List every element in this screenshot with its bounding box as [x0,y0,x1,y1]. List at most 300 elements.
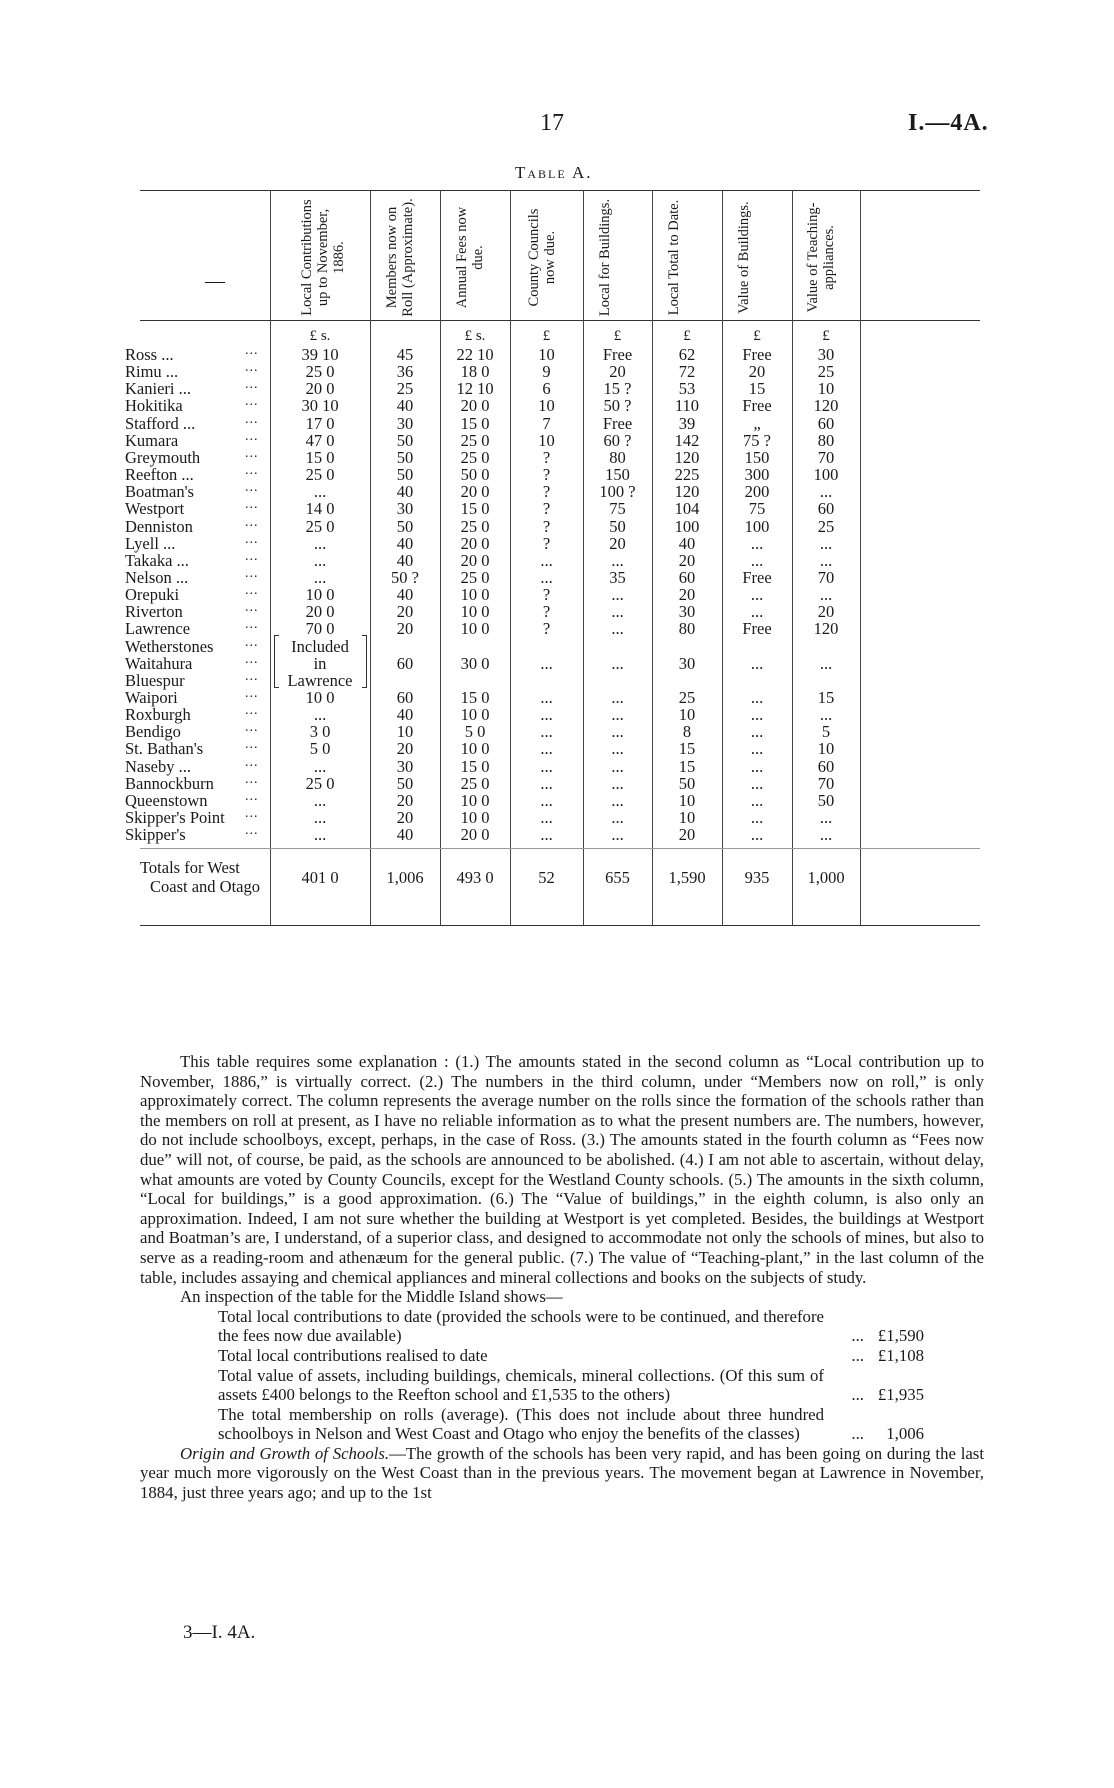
table-cell: 53 [678,379,696,399]
table-cell: ... [611,739,624,759]
table-cell: 150 [605,465,630,485]
table-row-label: Skipper's [125,825,186,845]
totals-cell: 655 [605,868,630,887]
table-cell: 39 10 [301,345,339,364]
table-row-label: Bendigo [125,722,181,742]
table-row-label: Queenstown [125,790,208,810]
leader-dots: ... [245,480,259,496]
table-cell: 25 0 [305,465,335,485]
table-cell: ... [313,705,327,725]
table-cell: 14 0 [305,499,335,519]
unit-label: £ [683,328,691,344]
table-cell: 7 [542,413,551,433]
table-cell: 20 [609,362,626,382]
table-cell: 50 [396,516,414,536]
table-cell: ? [542,499,551,519]
summary-item-amount: £1,935 [877,1385,924,1405]
table-cell: 18 0 [460,362,490,382]
table-cell: 62 [678,345,696,364]
summary-item [140,1346,984,1366]
table-cell: 40 [678,533,696,553]
table-bottom-rule [140,925,980,926]
table-cell: 60 [817,756,835,776]
table-cell: ... [750,533,764,553]
table-cell: 20 [396,602,414,622]
table-cell: ? [542,533,551,553]
table-cell: 30 [396,413,414,433]
summary-item [140,1307,984,1346]
summary-item-text: Total local contributions realised to date [218,1345,488,1365]
table-cell: 10 [538,430,555,450]
table-cell: ... [819,585,833,605]
table-cell: ... [819,653,833,673]
table-cell: ... [750,602,764,622]
unit-label: £ [753,328,761,344]
table-cell: ... [540,739,553,759]
summary-item-text: The total membership on rolls (average). (This does not include about three hundred schoolboys in Nelson and West Coast and Otago who enjoy the benefits of the classes) [218,1404,824,1444]
summary-item-amount: £1,590 [877,1326,924,1346]
leader-dots: ... [245,686,259,701]
table-row-label: Bluespur [125,670,185,690]
table-cell: 6 [542,379,551,399]
table-cell: 10 [817,379,835,399]
table-cell: ... [750,825,764,845]
table-cell: 15 [817,688,835,707]
table-cell: 60 [817,413,835,433]
table-cell: ... [313,567,327,587]
table-row-label: Naseby ... [125,756,191,776]
totals-label-1: Totals for West [140,858,240,877]
table-cell: 40 [396,705,414,725]
table-cell: ... [750,756,764,776]
table-cell: 60 [817,499,835,519]
table-cell: ? [542,619,551,639]
table-cell: ... [819,533,833,553]
table-cell: ... [611,688,624,707]
table-row-label: Takaka ... [125,550,189,570]
table-cell: 25 0 [305,516,335,536]
table-cell: ? [542,465,551,485]
table-cell: ... [750,705,764,725]
table-cell: 20 [396,790,414,810]
table-cell: ... [750,722,764,742]
table-cell: 12 10 [456,379,494,399]
table-cell: 30 10 [301,396,339,416]
unit-label: £ [613,328,622,344]
table-cell: 80 [817,430,835,450]
totals-cell: 1,006 [386,868,424,887]
table-cell: 50 ? [391,567,419,587]
table-cell: 100 ? [599,482,636,502]
leader-dots: ... [245,394,259,410]
table-cell: ... [540,825,553,845]
table-cell: 15 [748,379,766,399]
table-cell: 35 [609,567,626,587]
table-cell: Free [602,345,633,364]
leader-dots: ... [245,411,259,427]
table-cell: 20 0 [460,533,490,553]
leader-dots: ... [245,703,259,719]
table-cell: ... [611,773,624,793]
table-row-label: Ross ... [125,345,174,364]
table-cell: 10 [538,345,555,364]
table-cell: ... [750,790,764,810]
table-cell: ... [750,739,764,759]
table-cell: Free [742,567,772,587]
unit-label: £ s. [309,328,331,344]
table-cell: ... [611,585,624,605]
table-cell: ... [611,653,624,673]
table-cell: 8 [682,722,692,742]
table-row-label: Waitahura [125,653,193,673]
table-cell: ... [611,602,624,622]
brace-right [362,635,367,688]
table-cell: 300 [744,465,770,485]
table-top-rule [140,190,980,191]
table-cell: ... [750,688,764,707]
table-cell: 10 0 [305,688,335,707]
table-cell: ... [540,688,553,707]
table-cell: 17 0 [305,413,335,433]
unit-label: £ [542,328,551,344]
totals-label-2: Coast and Otago [150,877,260,896]
totals-cell: 1,000 [807,868,845,887]
header-bottom-rule [140,320,980,321]
table-cell: 36 [396,362,414,382]
table-cell: 20 [609,533,626,553]
table-cell: 40 [396,482,414,502]
table-cell: 75 ? [743,430,771,450]
table-cell: ... [750,808,764,828]
table-cell: 50 ? [603,396,632,416]
table-cell: 25 0 [460,773,490,793]
origin-heading: Origin and Growth of Schools. [180,1443,390,1463]
table-cell: ... [540,653,553,673]
table-cell: 10 [678,808,696,828]
leader-dots: ... [245,788,259,804]
leader-dots: ... [245,823,259,839]
table-cell: 60 [396,653,414,673]
table-cell: 10 0 [460,705,490,725]
included-note: Included [291,636,349,656]
totals-cell: 935 [744,868,770,887]
leader-dots: ... [245,771,259,787]
table-cell: 30 [817,345,835,364]
table-row-label: Orepuki [125,585,180,605]
table-cell: ... [540,756,553,776]
table-cell: ... [313,808,327,828]
table-cell: 25 0 [305,362,335,382]
leader-dots: ... [245,497,259,513]
table-cell: ... [819,482,833,502]
table-cell: ... [540,705,553,725]
table-cell: 40 [396,533,414,553]
table-cell: Free [602,413,633,433]
table-cell: 20 [678,550,696,570]
table-cell: 120 [813,396,839,416]
included-note: Lawrence [287,670,353,690]
totals-top-rule [140,848,980,849]
summary-item [140,1366,984,1405]
column-header-5: Local for Buildings. [596,198,613,317]
leader-dots: ... [245,445,259,461]
table-cell: 60 [396,688,414,707]
document-reference: I.—4A. [908,110,989,136]
table-cell: 40 [396,585,414,605]
table-cell: 10 0 [460,619,490,639]
table-cell: 15 [678,739,696,759]
table-cell: ? [542,602,551,622]
table-row-label: Lawrence [125,619,191,639]
table-cell: ? [542,585,551,605]
table-cell: ... [313,550,327,570]
table-row-label: Boatman's [125,482,194,502]
table-cell: 225 [674,465,700,485]
table-cell: ... [819,825,833,845]
leader-dots: ... [245,720,259,736]
table-cell: ... [819,550,833,570]
table-cell: 40 [396,550,414,570]
table-row-label: Hokitika [125,396,183,416]
table-row-label: St. Bathan's [125,739,204,759]
table-cell: 25 0 [460,516,490,536]
table-cell: 80 [609,447,626,467]
column-rule [860,190,861,925]
table-cell: ... [313,756,327,776]
table-cell: ... [611,722,624,742]
table-cell: Free [742,396,772,416]
footer-reference: 3—I. 4A. [183,1622,256,1643]
table-cell: 25 [396,379,414,399]
table-cell: 10 [817,739,835,759]
body-text [140,1052,984,1503]
leader-dots: ... [245,548,259,564]
table-cell: 25 0 [305,773,335,793]
row-header-dash: — [205,270,225,292]
table-cell: 120 [674,447,700,467]
table-row-label: Nelson ... [125,567,189,587]
leader-dots: ... [245,634,259,650]
leader-dots: ... [245,617,259,633]
table-cell: ... [750,585,764,605]
leader-dots: ... [245,428,259,444]
table-cell: 15 0 [460,413,490,433]
leader-dots: ... [851,1385,864,1405]
table-title: Table A. [515,163,593,182]
leader-dots: ... [851,1424,864,1444]
table-cell: 150 [744,447,770,467]
table-cell: ... [819,705,833,725]
table-cell: 15 ? [603,379,632,399]
table-cell: 20 0 [460,550,490,570]
table-cell: 120 [674,482,700,502]
leader-dots: ... [245,531,259,547]
table-row-label: Wetherstones [125,636,214,656]
table-cell: 25 0 [460,567,490,587]
table-cell: ... [313,825,327,845]
leader-dots: ... [245,668,259,684]
explanation-paragraph: This table requires some explanation : (1.) The amounts stated in the second column as “Local contribution up to November, 1886,” is virtually correct. (2.) The numbers in the third column, under “Members now on roll,” is only approximately correct. The column represents the average number on the rolls since the formation of the schools rather than the members on roll at present, as I have no reliable information as to what the present numbers are. The numbers, however, do not include schoolboys, except, perhaps, in the case of Ross. (3.) The amounts stated in the fourth column as “Fees now due” will not, of course, be paid, as the schools are announced to be abolished. (4.) I am not able to ascertain, without delay, what amounts are voted by County Councils, except for the Westland County schools. (5.) The amounts in the sixth column, “Local for buildings,” is a good approximation. (6.) The “Value of buildings,” in the eighth column, is also only an approximation. Indeed, I am not sure whether the building at Westport is yet completed. Besides, the buildings at Westport and Boatman’s are, I understand, of a superior class, and designed to accommodate not only the schools of mines, but also to serve as a reading-room and athenæum for the general public. (7.) The value of “Teaching-plant,” in the last column of the table, includes assaying and chemical appliances and mineral collections and books on the subjects of study. [140,1052,984,1287]
table-cell: 20 0 [460,482,490,502]
table-cell: 75 [609,499,626,519]
data-table [125,190,980,1040]
column-header-3: Annual Fees now due. [454,206,486,309]
column-header-7: Value of Buildings. [736,201,752,314]
column-header-8: Value of Teaching-appliances. [805,202,837,313]
table-cell: 100 [813,465,839,485]
table-cell: 20 [396,739,414,759]
leader-dots: ... [245,737,259,753]
column-header-4: County Councils now due. [525,208,558,307]
table-cell: 10 0 [460,808,490,828]
table-cell: ... [750,773,764,793]
table-cell: 60 [678,567,696,587]
table-cell: 10 [678,705,696,725]
table-cell: 25 [817,362,835,382]
table-row-label: Bannockburn [125,773,214,793]
summary-item-text: Total local contributions to date (provided the schools were to be continued, and therefore the fees now due available) [218,1306,824,1346]
table-cell: 20 [678,585,696,605]
table-cell: Free [742,619,772,639]
leader-dots: ... [245,514,259,530]
table-cell: ... [540,567,553,587]
table-cell: 104 [674,499,700,519]
table-cell: ... [611,790,624,810]
table-cell: ... [313,790,327,810]
table-cell: ? [542,516,551,536]
table-cell: ... [540,722,553,742]
table-cell: ... [611,705,624,725]
table-cell: 40 [396,825,414,845]
table-cell: 10 0 [460,602,490,622]
table-cell: ... [611,619,624,639]
table-cell: 50 [817,790,835,810]
summary-item-amount: 1,006 [886,1424,924,1444]
leader-dots: ... [245,377,259,393]
column-header-2: Members now on Roll (Approximate). [384,198,416,317]
table-cell: 75 [748,499,766,519]
table-cell: 20 [396,808,414,828]
leader-dots: ... [245,343,259,358]
leader-dots: ... [245,651,259,667]
table-cell: 100 [674,516,700,536]
table-row-label: Kumara [125,430,179,450]
table-cell: 20 [678,825,696,845]
table-cell: 70 [817,567,835,587]
table-cell: 20 0 [305,602,335,622]
table-row-label: Stafford ... [125,413,196,433]
leader-dots: ... [245,583,259,599]
table-cell: 30 [396,756,414,776]
table-row-label: Rimu ... [125,362,179,382]
table-cell: 9 [542,362,551,382]
table-cell: 10 0 [460,739,490,759]
table-cell: ... [750,550,764,570]
leader-dots: ... [245,360,259,376]
table-row-label: Roxburgh [125,705,191,725]
table-row-label: Waipori [125,688,178,707]
table-cell: 15 0 [460,688,490,707]
table-cell: 10 0 [305,585,335,605]
column-header-6: Local Total to Date. [666,199,682,316]
leader-dots: ... [245,463,259,479]
table-cell: 70 [817,447,835,467]
table-cell: 50 [396,773,414,793]
table-cell: 80 [678,619,696,639]
table-cell: ... [611,550,624,570]
table-cell: ... [540,550,553,570]
page-number: 17 [540,110,564,136]
table-cell: 15 0 [460,499,490,519]
unit-label: £ [822,328,830,344]
table-row-label: Lyell ... [125,533,176,553]
leader-dots: ... [245,600,259,616]
summary-item [140,1405,984,1444]
table-cell: 20 0 [460,825,490,845]
totals-cell: 1,590 [668,868,706,887]
table-cell: ... [313,482,327,502]
table-cell: ... [540,808,553,828]
table-cell: 200 [744,482,770,502]
table-cell: 39 [678,413,696,433]
included-note: in [313,653,327,673]
table-cell: ... [750,653,764,673]
table-cell: ... [611,808,624,828]
table-cell: 30 0 [460,653,490,673]
table-cell: 5 0 [309,739,331,759]
column-header-1: Local Contributions up to November, 1886. [299,199,347,316]
table-row-label: Reefton ... [125,465,194,485]
table-row-label: Kanieri ... [125,379,191,399]
table-cell: 30 [678,653,696,673]
unit-label: £ s. [464,328,486,344]
table-cell: 20 [817,602,835,622]
leader-dots: ... [245,754,259,770]
leader-dots: ... [245,806,259,822]
table-row-label: Denniston [125,516,193,536]
summary-list [140,1307,984,1444]
leader-dots: ... [245,565,259,581]
table-cell: ... [313,533,327,553]
table-row-label: Greymouth [125,447,201,467]
table-cell: 25 [678,688,696,707]
table-cell: 20 0 [460,396,490,416]
brace-left [274,635,279,688]
table-cell: 72 [678,362,696,382]
table-cell: 45 [396,345,414,364]
totals-cell: 493 0 [456,868,494,887]
table-cell: 70 0 [305,619,335,639]
table-cell: 15 0 [305,447,335,467]
table-cell: 142 [674,430,700,450]
table-cell: 70 [817,773,835,793]
table-cell: 100 [744,516,770,536]
origin-paragraph [140,1444,984,1503]
table-cell: ? [542,482,551,502]
table-cell: 25 [817,516,835,536]
totals-cell: 52 [538,868,555,887]
summary-item-text: Total value of assets, including buildings, chemicals, mineral collections. (Of this sum of assets £400 belongs to the Reefton school and £1,535 to the others) [218,1365,824,1405]
table-row-label: Skipper's Point [125,808,225,828]
table-cell: 47 0 [305,430,335,450]
table-cell: 3 0 [309,722,331,742]
leader-dots: ... [851,1326,864,1346]
table-cell: 15 [678,756,696,776]
table-cell: 5 0 [464,722,486,742]
table-cell: 22 10 [456,345,494,364]
table-row-label: Riverton [125,602,183,622]
table-cell: 40 [396,396,414,416]
